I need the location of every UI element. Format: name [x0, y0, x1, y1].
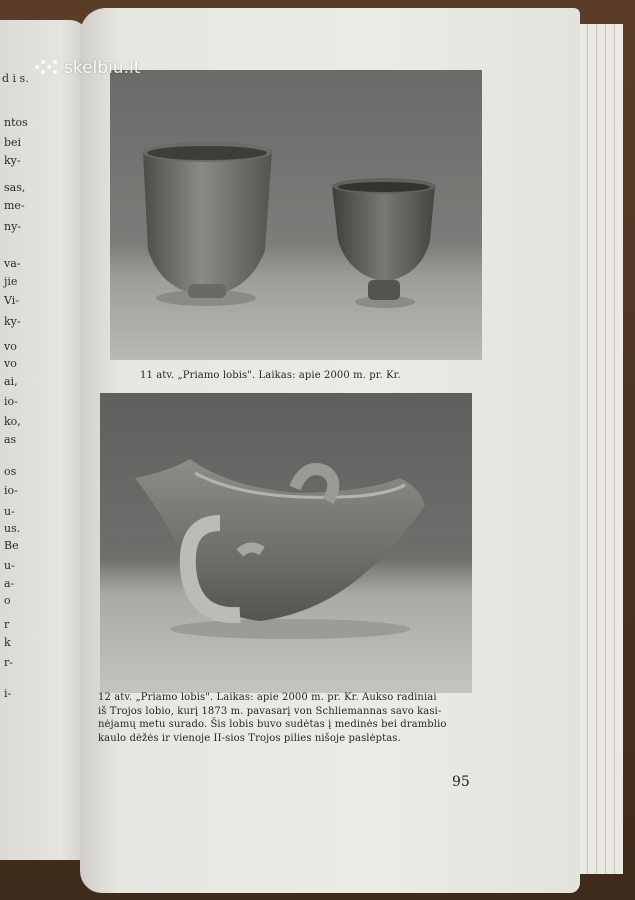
left-page-text-fragment: Be: [4, 539, 19, 552]
left-page-text-fragment: ntos: [4, 116, 28, 129]
left-page-text-fragment: jie: [4, 275, 18, 288]
left-page-text-fragment: ko,: [4, 415, 21, 428]
left-page-text-fragment: r: [4, 618, 10, 631]
left-page-text-fragment: Vi-: [4, 294, 19, 307]
left-page-text-fragment: io-: [4, 395, 18, 408]
left-page-text-fragment: ny-: [4, 220, 22, 233]
left-page-text-fragment: os: [4, 465, 17, 478]
figure-12-photo: [100, 393, 472, 693]
watermark: [34, 58, 140, 78]
page-number: 95: [452, 774, 470, 790]
left-page-text-fragment: u-: [4, 505, 15, 518]
left-page-text-fragment: i-: [4, 687, 12, 700]
left-page-text-fragment: us.: [4, 522, 21, 535]
watermark-text: skelbiu.lt: [64, 58, 141, 78]
left-page-text-fragment: r-: [4, 656, 13, 669]
left-page-text-fragment: d i s.: [2, 72, 29, 85]
left-page-text-fragment: ky-: [4, 154, 21, 167]
figure-11-caption: 11 atv. „Priamo lobis". Laikas: apie 2000 m. pr. Kr.: [140, 370, 401, 381]
left-page-text-fragment: io-: [4, 484, 18, 497]
caption-line: 12 atv. „Priamo lobis". Laikas: apie 2000 m. pr. Kr. Aukso radiniai: [98, 692, 437, 703]
figure-11-photo: [110, 70, 482, 360]
caption-line: nėjamų metu surado. Šis lobis buvo sudėtas į medinės bei dramblio: [98, 719, 447, 730]
left-page-text-fragment: va-: [4, 257, 21, 270]
left-page-text-fragment: a-: [4, 577, 15, 590]
left-page-text-fragment: ai,: [4, 375, 18, 388]
figure-12-caption: [98, 691, 478, 745]
left-page-text-fragment: bei: [4, 136, 22, 149]
left-page-text-fragment: o: [4, 594, 11, 607]
left-page-text-fragment: u-: [4, 559, 15, 572]
left-page-text-fragment: vo: [4, 357, 17, 370]
caption-line: iš Trojos lobio, kurį 1873 m. pavasarį von Schliemannas savo kasi-: [98, 705, 442, 717]
watermark-logo-icon: [34, 59, 60, 75]
left-page-text-fragment: k: [4, 636, 11, 649]
left-page-text-fragment: me-: [4, 199, 25, 212]
left-page-text-fragment: sas,: [4, 181, 26, 194]
caption-line: kaulo dėžės ir vienoje II-sios Trojos pilies nišoje paslėptas.: [98, 732, 401, 744]
left-page-text-fragment: ky-: [4, 315, 21, 328]
left-page-text-fragment: as: [4, 433, 17, 446]
left-page-text-fragment: vo: [4, 340, 17, 353]
